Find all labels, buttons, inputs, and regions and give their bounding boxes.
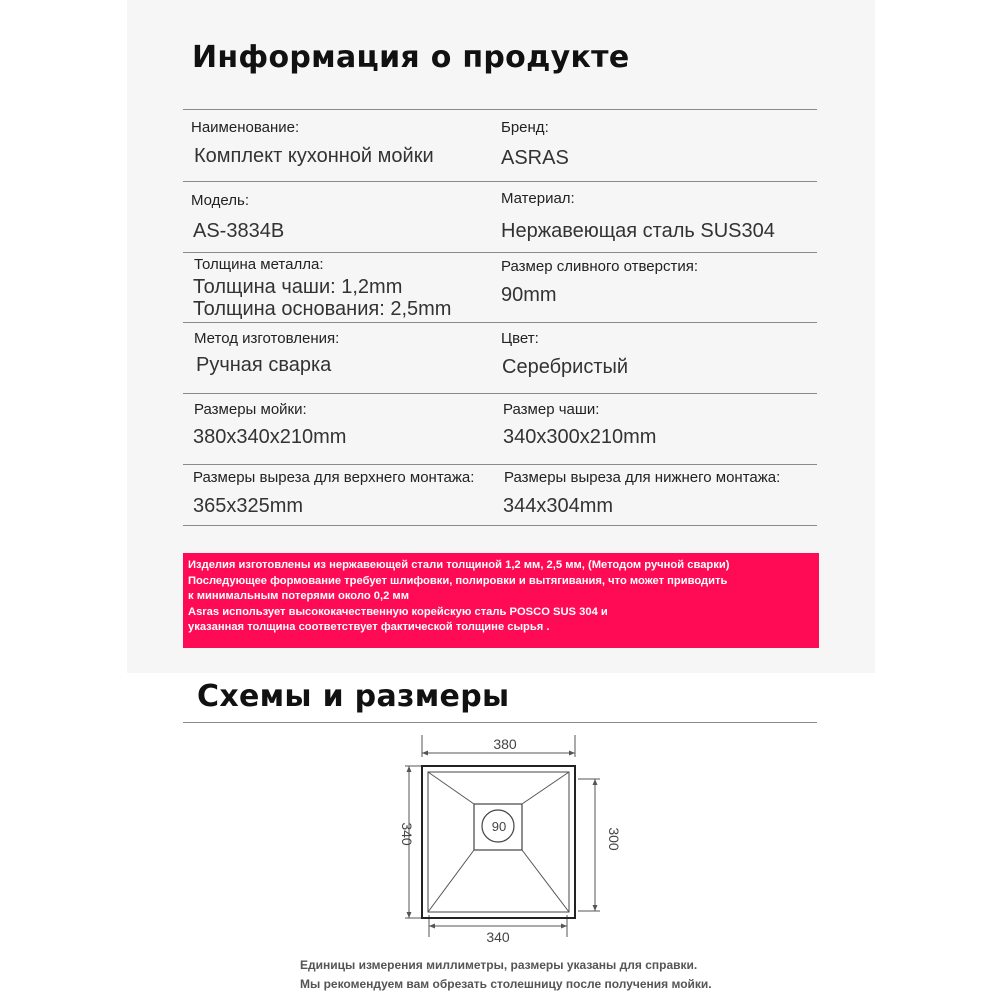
field-value-method: Ручная сварка bbox=[196, 354, 332, 376]
field-value-drain-size: 90mm bbox=[501, 284, 557, 306]
field-label-undermount-cutout: Размеры выреза для нижнего монтажа: bbox=[504, 469, 781, 486]
dimension-top-label: 380 bbox=[493, 736, 517, 752]
field-value-sink-size: 380x340x210mm bbox=[193, 426, 347, 448]
field-value-name: Комплект кухонной мойки bbox=[194, 145, 434, 167]
table-rule bbox=[183, 393, 817, 394]
table-rule bbox=[183, 464, 817, 465]
arrowhead bbox=[407, 766, 412, 772]
notice-line: указанная толщина соответствует фактической толщине сырья . bbox=[188, 621, 550, 633]
arrowhead bbox=[593, 905, 598, 911]
table-rule bbox=[183, 109, 817, 110]
field-value-undermount-cutout: 344x304mm bbox=[503, 495, 614, 517]
field-label-brand: Бренд: bbox=[501, 119, 549, 136]
arrowhead bbox=[407, 912, 412, 918]
footer-line: Мы рекомендуем вам обрезать столешницу после получения мойки. bbox=[300, 977, 712, 991]
field-label-method: Метод изготовления: bbox=[194, 330, 340, 347]
field-label-sink-size: Размеры мойки: bbox=[194, 401, 307, 418]
notice-banner bbox=[183, 553, 819, 648]
diagram-title: Схемы и размеры bbox=[197, 679, 510, 714]
field-label-material: Материал: bbox=[501, 190, 575, 207]
field-label-color: Цвет: bbox=[501, 330, 539, 347]
table-rule bbox=[183, 525, 817, 526]
field-value-brand: ASRAS bbox=[501, 147, 569, 169]
arrowhead bbox=[593, 779, 598, 785]
dimension-left-label: 340 bbox=[399, 822, 415, 846]
arrowhead bbox=[422, 751, 428, 756]
bowl-thickness-value: Толщина чаши: 1,2mm bbox=[193, 276, 403, 298]
notice-line: Последующее формование требует шлифовки, полировки и вытягивания, что может приводить bbox=[188, 574, 728, 587]
field-label-thickness: Толщина металла: bbox=[194, 256, 324, 273]
drain-size-label: 90 bbox=[491, 819, 507, 834]
sink-diagram bbox=[388, 735, 622, 952]
footer-note bbox=[300, 956, 712, 994]
product-info-title: Информация о продукте bbox=[192, 40, 630, 75]
field-label-drain-size: Размер сливного отверстия: bbox=[501, 258, 699, 275]
field-value-material: Нержавеющая сталь SUS304 bbox=[501, 220, 775, 242]
dimension-bottom-label: 340 bbox=[486, 929, 510, 945]
notice-line: Изделия изготовлены из нержавеющей стали толщиной 1,2 мм, 2,5 мм, (Методом ручной сварки) bbox=[188, 559, 730, 571]
field-value-top-mount-cutout: 365x325mm bbox=[193, 495, 304, 517]
notice-line: Asras использует высококачественную корейскую сталь POSCO SUS 304 и bbox=[188, 605, 608, 618]
footer-line: Единицы измерения миллиметры, размеры указаны для справки. bbox=[300, 958, 698, 972]
table-rule bbox=[183, 181, 817, 182]
notice-line: к минимальным потерями около 0,2 мм bbox=[188, 590, 409, 602]
field-label-top-mount-cutout: Размеры выреза для верхнего монтажа: bbox=[193, 469, 475, 486]
table-rule bbox=[183, 252, 817, 253]
section-rule bbox=[183, 722, 817, 723]
field-value-thickness bbox=[193, 276, 451, 320]
field-label-bowl-size: Размер чаши: bbox=[503, 401, 600, 418]
arrowhead bbox=[561, 924, 567, 929]
field-value-model: AS-3834B bbox=[193, 220, 285, 242]
arrowhead bbox=[569, 751, 575, 756]
base-thickness-value: Толщина основания: 2,5mm bbox=[193, 298, 452, 320]
field-value-bowl-size: 340x300x210mm bbox=[503, 426, 657, 448]
dimension-right-label: 300 bbox=[606, 827, 622, 851]
table-rule bbox=[183, 322, 817, 323]
field-value-color: Серебристый bbox=[502, 356, 629, 378]
field-label-model: Модель: bbox=[191, 192, 250, 209]
field-label-name: Наименование: bbox=[191, 119, 300, 136]
sink-diagram-svg bbox=[388, 735, 622, 947]
arrowhead bbox=[429, 924, 435, 929]
